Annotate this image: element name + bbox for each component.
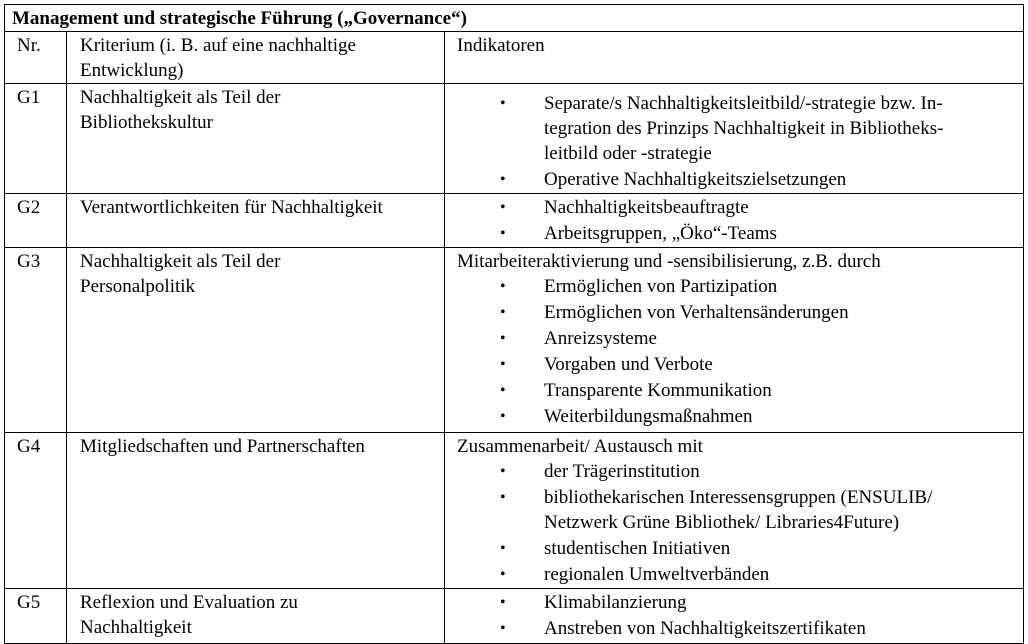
indicator-line: tegration des Prinzips Nachhaltigkeit in Bibliotheks- xyxy=(544,118,944,139)
list-item xyxy=(457,352,1015,377)
indicator-intro: Zusammenarbeit/ Austausch mit xyxy=(457,436,703,457)
indicator-line: Nachhaltigkeitsbeauftragte xyxy=(544,197,749,218)
table-row xyxy=(5,589,1024,644)
kriterium-line1: Reflexion und Evaluation zu xyxy=(80,592,298,613)
header-kriterium-line1: Kriterium (i. B. auf eine nachhaltige xyxy=(80,35,356,56)
list-item xyxy=(457,616,1015,641)
list-item xyxy=(457,590,1015,615)
row-kriterium xyxy=(67,433,445,589)
bullet-icon: • xyxy=(500,95,506,112)
indicator-line: Klimabilanzierung xyxy=(544,592,687,613)
row-indicators xyxy=(445,84,1024,194)
row-kriterium xyxy=(67,84,445,194)
bullet-icon: • xyxy=(500,408,506,425)
bullet-icon: • xyxy=(500,304,506,321)
indicator-line: studentischen Initiativen xyxy=(544,538,731,559)
indicator-line: Ermöglichen von Partizipation xyxy=(544,276,778,297)
indicator-line: Separate/s Nachhaltigkeitsleitbild/-strategie bzw. In- xyxy=(544,93,943,114)
list-item xyxy=(457,300,1015,325)
table-row xyxy=(5,194,1024,248)
row-nr: G2 xyxy=(5,194,67,248)
list-item xyxy=(457,326,1015,351)
row-indicators xyxy=(445,194,1024,248)
table-title-row xyxy=(5,5,1024,32)
row-kriterium xyxy=(67,589,445,644)
table-title: Management und strategische Führung („Governance“) xyxy=(5,5,1024,32)
header-nr: Nr. xyxy=(5,32,67,84)
list-item xyxy=(457,485,1015,535)
indicator-line: Operative Nachhaltigkeitszielsetzungen xyxy=(544,169,847,190)
row-nr: G5 xyxy=(5,589,67,644)
indicator-line: Anstreben von Nachhaltigkeitszertifikaten xyxy=(544,618,866,639)
kriterium-line1: Mitgliedschaften und Partnerschaften xyxy=(80,436,365,457)
list-item xyxy=(457,91,1015,166)
indicator-line: Arbeitsgruppen, „Öko“-Teams xyxy=(544,223,777,244)
indicator-line: der Trägerinstitution xyxy=(544,461,700,482)
bullet-icon: • xyxy=(500,594,506,611)
bullet-icon: • xyxy=(500,225,506,242)
indicator-line: leitbild oder -strategie xyxy=(544,143,712,164)
indicator-line: Netzwerk Grüne Bibliothek/ Libraries4Future) xyxy=(544,512,900,533)
indicator-line: Weiterbildungsmaßnahmen xyxy=(544,406,753,427)
row-nr: G4 xyxy=(5,433,67,589)
kriterium-line2: Bibliothekskultur xyxy=(80,112,213,133)
list-item xyxy=(457,378,1015,403)
list-item xyxy=(457,274,1015,299)
table-header-row xyxy=(5,32,1024,84)
row-indicators xyxy=(445,589,1024,644)
indicator-line: regionalen Umweltverbänden xyxy=(544,564,770,585)
indicator-line: Anreizsysteme xyxy=(544,328,657,349)
row-indicators xyxy=(445,248,1024,433)
list-item xyxy=(457,404,1015,429)
bullet-icon: • xyxy=(500,171,506,188)
table-row xyxy=(5,84,1024,194)
indicator-list xyxy=(457,590,1015,641)
kriterium-line2: Personalpolitik xyxy=(80,276,196,297)
governance-table xyxy=(4,4,1024,644)
table-row xyxy=(5,248,1024,433)
kriterium-line2: Nachhaltigkeit xyxy=(80,617,192,638)
bullet-icon: • xyxy=(500,566,506,583)
bullet-icon: • xyxy=(500,356,506,373)
indicator-list xyxy=(457,459,1015,587)
indicator-list xyxy=(457,274,1015,429)
bullet-icon: • xyxy=(500,199,506,216)
header-kriterium-line2: Entwicklung) xyxy=(80,60,184,81)
indicator-line: Transparente Kommunikation xyxy=(544,380,772,401)
kriterium-line1: Nachhaltigkeit als Teil der xyxy=(80,251,281,272)
indicator-intro: Mitarbeiteraktivierung und -sensibilisierung, z.B. durch xyxy=(457,251,881,272)
kriterium-line1: Nachhaltigkeit als Teil der xyxy=(80,87,281,108)
row-kriterium xyxy=(67,194,445,248)
list-item xyxy=(457,167,1015,192)
bullet-icon: • xyxy=(500,463,506,480)
row-kriterium xyxy=(67,248,445,433)
bullet-icon: • xyxy=(500,330,506,347)
bullet-icon: • xyxy=(500,620,506,637)
list-item xyxy=(457,195,1015,220)
indicator-line: Ermöglichen von Verhaltensänderungen xyxy=(544,302,849,323)
row-nr: G1 xyxy=(5,84,67,194)
list-item xyxy=(457,459,1015,484)
bullet-icon: • xyxy=(500,278,506,295)
list-item xyxy=(457,221,1015,246)
bullet-icon: • xyxy=(500,540,506,557)
bullet-icon: • xyxy=(500,489,506,506)
indicator-line: Vorgaben und Verbote xyxy=(544,354,713,375)
indicator-line: bibliothekarischen Interessensgruppen (ENSULIB/ xyxy=(544,487,933,508)
indicator-list xyxy=(457,91,1015,192)
kriterium-line1: Verantwortlichkeiten für Nachhaltigkeit xyxy=(80,197,383,218)
row-indicators xyxy=(445,433,1024,589)
header-kriterium xyxy=(67,32,445,84)
list-item xyxy=(457,536,1015,561)
bullet-icon: • xyxy=(500,382,506,399)
header-indikatoren: Indikatoren xyxy=(445,32,1024,84)
table-row xyxy=(5,433,1024,589)
indicator-list xyxy=(457,195,1015,246)
list-item xyxy=(457,562,1015,587)
row-nr: G3 xyxy=(5,248,67,433)
